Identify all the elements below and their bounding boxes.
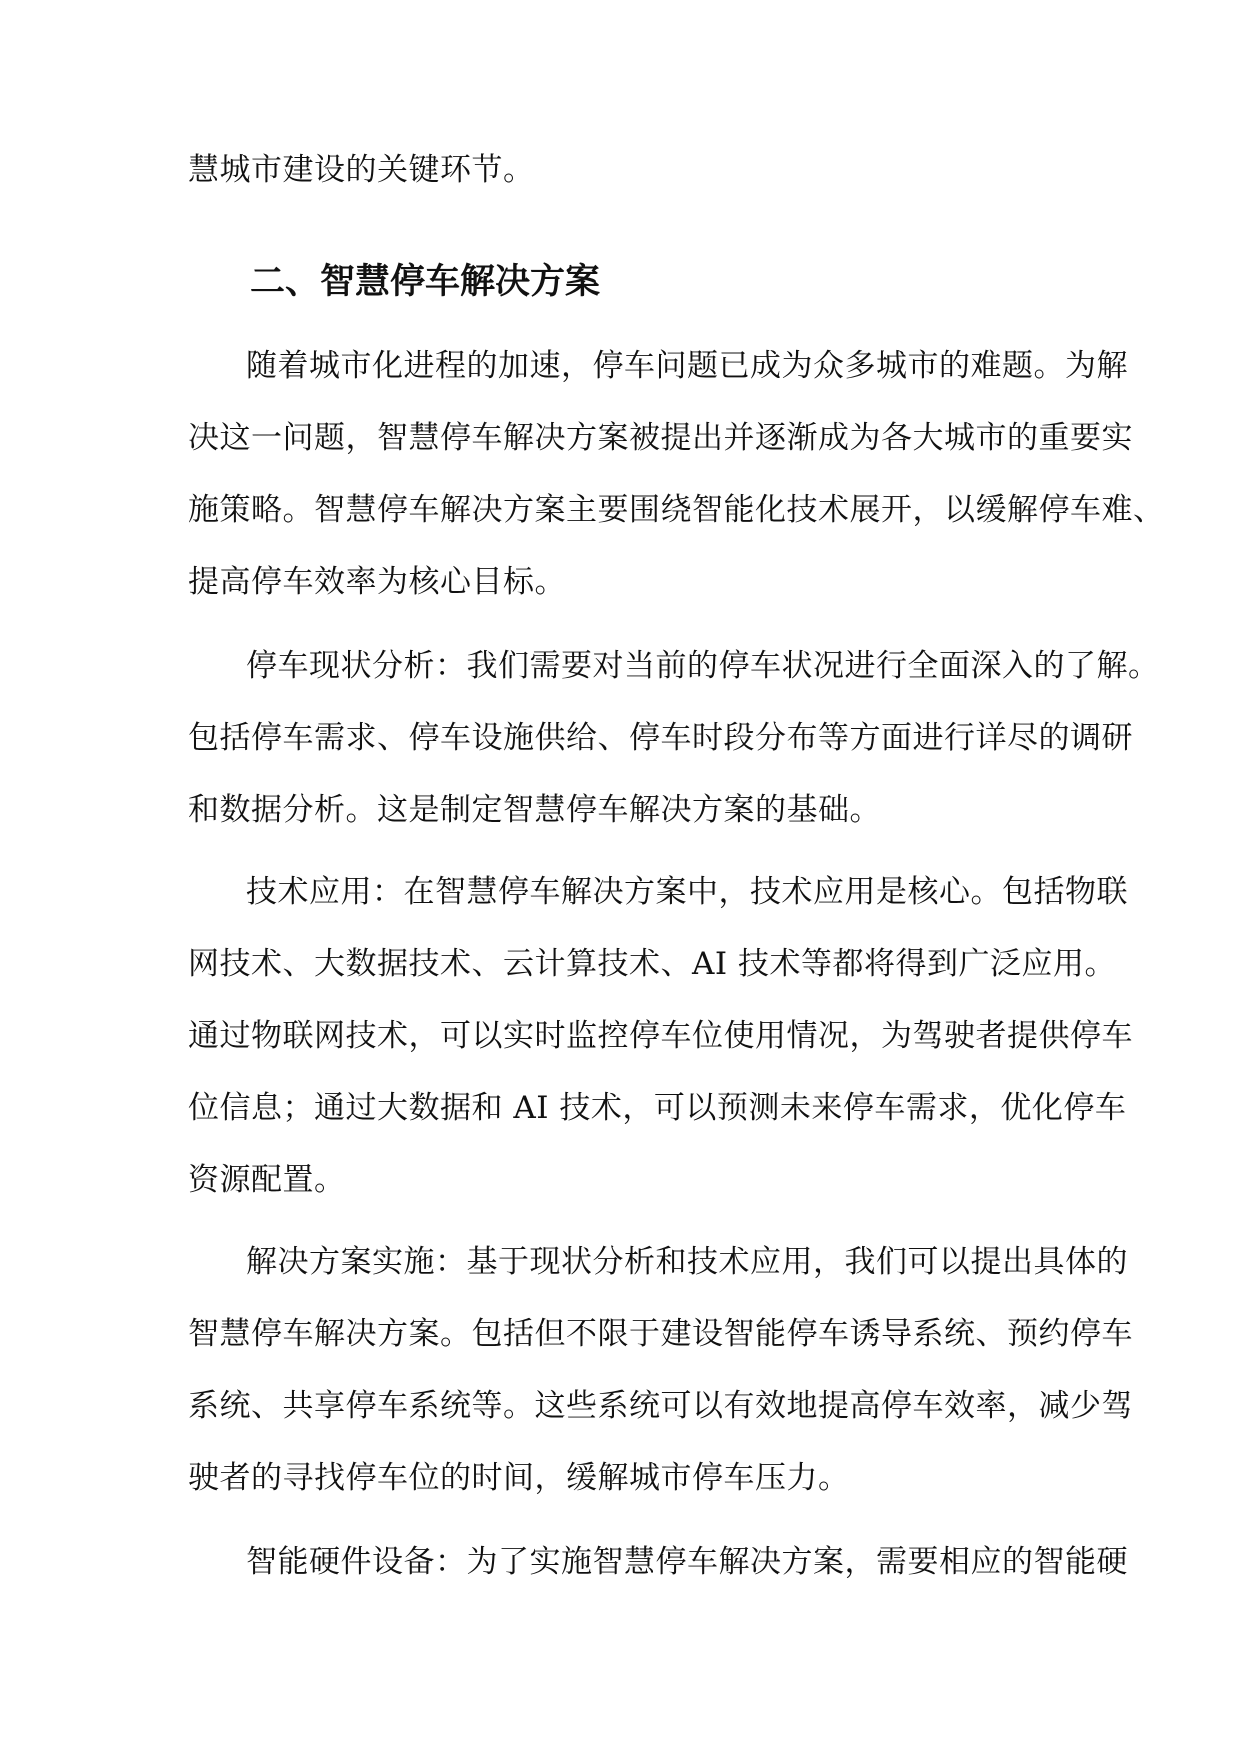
paragraph-5-line-1: 智能硬件设备：为了实施智慧停车解决方案，需要相应的智能硬 (246, 1544, 1128, 1580)
paragraph-4-line-4: 驶者的寻找停车位的时间，缓解城市停车压力。 (188, 1460, 850, 1496)
paragraph-4-line-3: 系统、共享停车系统等。这些系统可以有效地提高停车效率，减少驾 (188, 1388, 1133, 1424)
paragraph-2-line-1: 停车现状分析：我们需要对当前的停车状况进行全面深入的了解。 (246, 648, 1160, 684)
section-heading: 二、智慧停车解决方案 (250, 262, 601, 302)
carryover-text-line: 慧城市建设的关键环节。 (188, 152, 535, 188)
paragraph-3-line-3: 通过物联网技术，可以实时监控停车位使用情况，为驾驶者提供停车 (188, 1018, 1133, 1054)
paragraph-3-line-1: 技术应用：在智慧停车解决方案中，技术应用是核心。包括物联 (246, 874, 1128, 910)
paragraph-1-line-1: 随着城市化进程的加速，停车问题已成为众多城市的难题。为解 (246, 348, 1128, 384)
paragraph-1-line-3: 施策略。智慧停车解决方案主要围绕智能化技术展开，以缓解停车难、 (188, 492, 1165, 528)
paragraph-2-line-3: 和数据分析。这是制定智慧停车解决方案的基础。 (188, 792, 881, 828)
paragraph-3-line-2: 网技术、大数据技术、云计算技术、AI 技术等都将得到广泛应用。 (188, 946, 1116, 982)
paragraph-3-line-4: 位信息；通过大数据和 AI 技术，可以预测未来停车需求，优化停车 (188, 1090, 1127, 1126)
paragraph-2-line-2: 包括停车需求、停车设施供给、停车时段分布等方面进行详尽的调研 (188, 720, 1133, 756)
paragraph-4-line-2: 智慧停车解决方案。包括但不限于建设智能停车诱导系统、预约停车 (188, 1316, 1133, 1352)
paragraph-1-line-2: 决这一问题，智慧停车解决方案被提出并逐渐成为各大城市的重要实 (188, 420, 1133, 456)
paragraph-4-line-1: 解决方案实施：基于现状分析和技术应用，我们可以提出具体的 (246, 1244, 1128, 1280)
paragraph-3-line-5: 资源配置。 (188, 1162, 346, 1198)
paragraph-1-line-4: 提高停车效率为核心目标。 (188, 564, 566, 600)
